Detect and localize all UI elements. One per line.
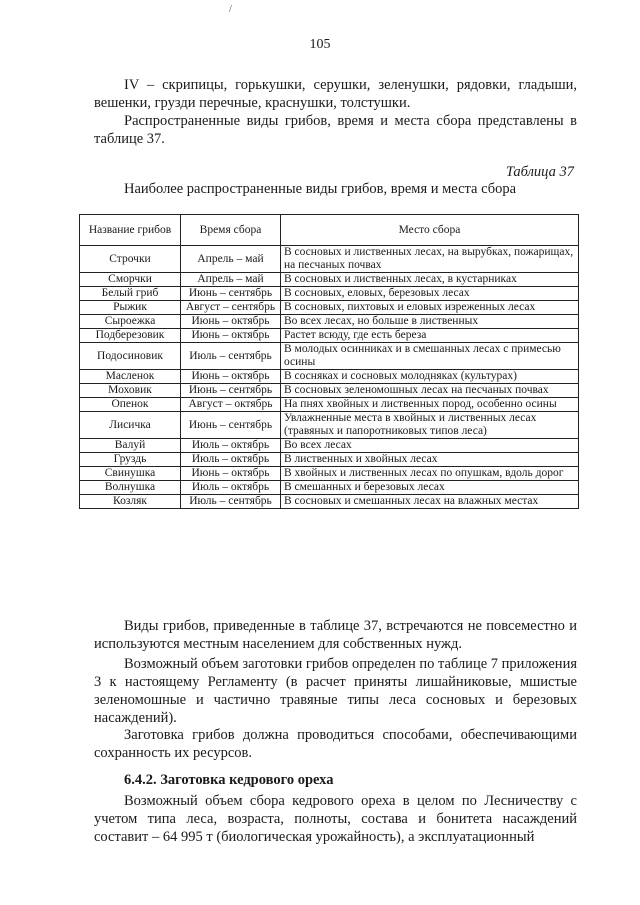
cell-collection-place: В молодых осинниках и в смешанных лесах с примесью осины — [281, 343, 579, 370]
cell-mushroom-name: Масленок — [80, 370, 181, 384]
cell-collection-time: Август – сентябрь — [181, 301, 281, 315]
table-caption: Таблица 37 — [505, 164, 574, 180]
table-title: Наиболее распространенные виды грибов, время и места сбора — [123, 181, 517, 197]
body-paragraph-3: Заготовка грибов должна проводиться способами, обеспечивающими сохранность их ресурсов. — [94, 727, 577, 761]
cell-collection-place: В сосновых, еловых, березовых лесах — [281, 287, 579, 301]
cell-mushroom-name: Опенок — [80, 398, 181, 412]
body-paragraph-1: Виды грибов, приведенные в таблице 37, встречаются не повсеместно и используются местным населением для собственных нужд. — [94, 618, 577, 652]
header-time: Время сбора — [181, 215, 281, 246]
table-row — [80, 412, 579, 439]
cell-collection-time: Июнь – октябрь — [181, 315, 281, 329]
header-name: Название грибов — [80, 215, 181, 246]
cell-collection-place: На пнях хвойных и лиственных пород, особенно осины — [281, 398, 579, 412]
cell-collection-place: Растет всюду, где есть береза — [281, 329, 579, 343]
cell-collection-place: В сосновых, пихтовых и еловых изреженных лесах — [281, 301, 579, 315]
cell-collection-time: Июнь – октябрь — [181, 329, 281, 343]
table-row — [80, 398, 579, 412]
table-row — [80, 246, 579, 273]
table-row — [80, 301, 579, 315]
header-place: Место сбора — [281, 215, 579, 246]
mushroom-table — [79, 214, 579, 509]
cell-mushroom-name: Моховик — [80, 384, 181, 398]
cell-collection-time: Август – октябрь — [181, 398, 281, 412]
table-header-row — [80, 215, 579, 246]
cell-collection-place: Во всех лесах — [281, 439, 579, 453]
cell-collection-time: Апрель – май — [181, 273, 281, 287]
cell-collection-time: Июль – октябрь — [181, 481, 281, 495]
table-row — [80, 481, 579, 495]
cell-collection-place: В смешанных и березовых лесах — [281, 481, 579, 495]
cell-collection-time: Июнь – октябрь — [181, 370, 281, 384]
table-reference-paragraph: Распространенные виды грибов, время и места сбора представлены в таблице 37. — [94, 113, 577, 147]
table-row — [80, 370, 579, 384]
cell-mushroom-name: Груздь — [80, 453, 181, 467]
cell-collection-time: Июль – сентябрь — [181, 495, 281, 509]
cell-mushroom-name: Строчки — [80, 246, 181, 273]
table-row — [80, 273, 579, 287]
cell-mushroom-name: Валуй — [80, 439, 181, 453]
cell-mushroom-name: Подберезовик — [80, 329, 181, 343]
table-row — [80, 287, 579, 301]
cell-collection-place: В хвойных и лиственных лесах по опушкам, вдоль дорог — [281, 467, 579, 481]
table-row — [80, 439, 579, 453]
cell-mushroom-name: Рыжик — [80, 301, 181, 315]
cell-mushroom-name: Белый гриб — [80, 287, 181, 301]
table-row — [80, 315, 579, 329]
table-row — [80, 384, 579, 398]
cell-mushroom-name: Подосиновик — [80, 343, 181, 370]
body-paragraph-4: Возможный объем сбора кедрового ореха в целом по Лесничеству с учетом типа леса, возраста, полноты, состава и бонитета насаждений составит – 64 995 т (биологическая урожайность), а эксплуатационный — [94, 793, 577, 845]
cell-collection-time: Июнь – сентябрь — [181, 384, 281, 398]
cell-collection-time: Июль – сентябрь — [181, 343, 281, 370]
table-row — [80, 495, 579, 509]
cell-collection-time: Июнь – сентябрь — [181, 412, 281, 439]
cell-collection-place: В лиственных и хвойных лесах — [281, 453, 579, 467]
cell-mushroom-name: Лисичка — [80, 412, 181, 439]
cell-collection-time: Апрель – май — [181, 246, 281, 273]
cell-collection-time: Июнь – сентябрь — [181, 287, 281, 301]
table-row — [80, 467, 579, 481]
cell-collection-time: Июнь – октябрь — [181, 467, 281, 481]
cell-collection-place: В сосновых и смешанных лесах на влажных местах — [281, 495, 579, 509]
cell-collection-time: Июль – октябрь — [181, 439, 281, 453]
table-row — [80, 453, 579, 467]
cell-mushroom-name: Сыроежка — [80, 315, 181, 329]
table-row — [80, 343, 579, 370]
section-heading: 6.4.2. Заготовка кедрового ореха — [124, 772, 334, 788]
cell-collection-place: В сосняках и сосновых молодняках (культурах) — [281, 370, 579, 384]
cell-collection-place: В сосновых и лиственных лесах, в кустарниках — [281, 273, 579, 287]
cell-mushroom-name: Свинушка — [80, 467, 181, 481]
cell-collection-place: Во всех лесах, но больше в лиственных — [281, 315, 579, 329]
scan-mark: / — [229, 4, 232, 15]
cell-collection-time: Июль – октябрь — [181, 453, 281, 467]
page-number: 105 — [309, 37, 331, 52]
cell-mushroom-name: Волнушка — [80, 481, 181, 495]
cell-collection-place: Увлажненные места в хвойных и лиственных лесах (травяных и папоротниковых типов леса) — [281, 412, 579, 439]
cell-collection-place: В сосновых зеленомошных лесах на песчаных почвах — [281, 384, 579, 398]
group-iv-paragraph: IV – скрипицы, горькушки, серушки, зеленушки, рядовки, гладыши, вешенки, грузди перечные, краснушки, толстушки. — [94, 77, 577, 111]
body-paragraph-2: Возможный объем заготовки грибов определен по таблице 7 приложения 3 к настоящему Регламенту (в расчет приняты лишайниковые, мшистые зеленомошные и частично травяные типы леса сосновых и березовых насаждений). — [94, 656, 577, 726]
cell-mushroom-name: Козляк — [80, 495, 181, 509]
cell-mushroom-name: Сморчки — [80, 273, 181, 287]
table-row — [80, 329, 579, 343]
cell-collection-place: В сосновых и лиственных лесах, на вырубках, пожарищах, на песчаных почвах — [281, 246, 579, 273]
